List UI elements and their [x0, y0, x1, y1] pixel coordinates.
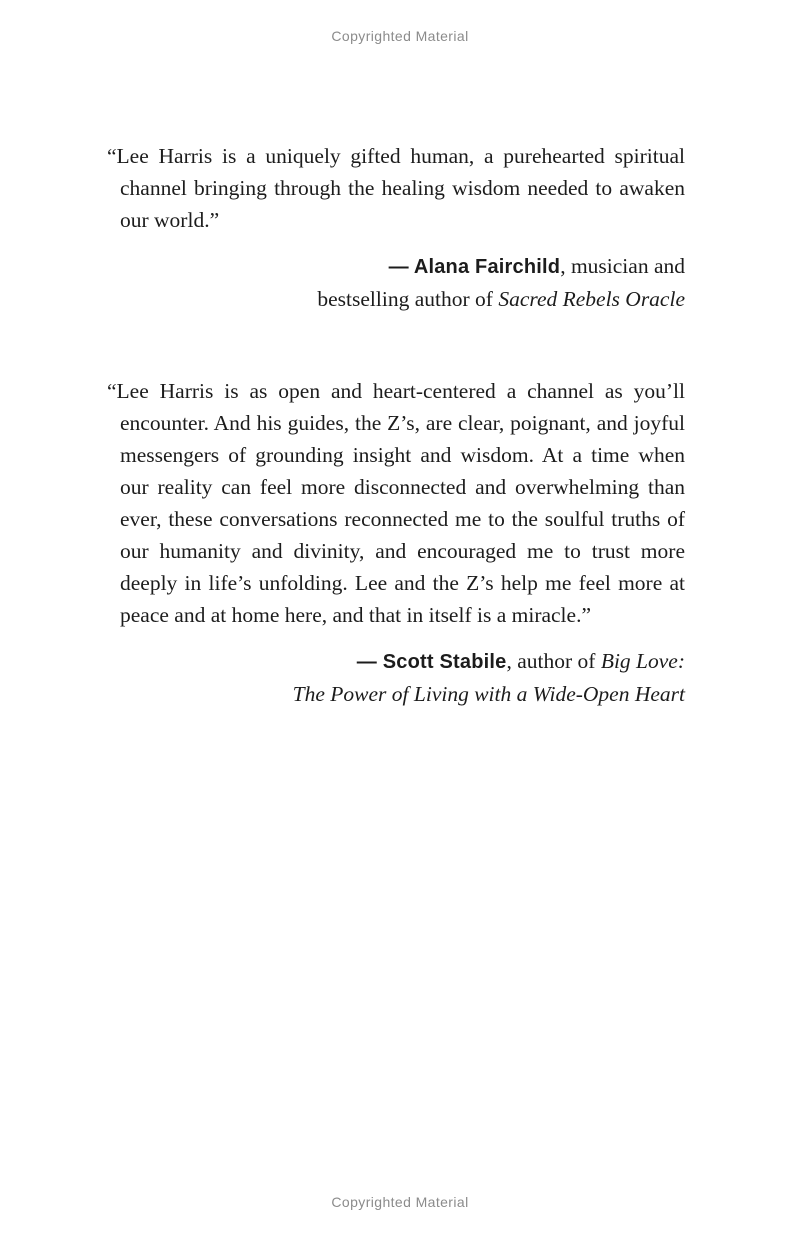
attribution-work-title-line1: Big Love:	[600, 649, 685, 673]
page-content	[107, 140, 685, 710]
copyright-notice-top: Copyrighted Material	[331, 28, 469, 44]
attribution-role: , musician and	[560, 254, 685, 278]
attribution-work-title: Sacred Rebels Oracle	[498, 287, 685, 311]
attribution-work-title-line2: The Power of Living with a Wide-Open Heart	[292, 682, 685, 706]
attribution-line2-prefix: bestselling author of	[317, 287, 499, 311]
endorsement-attribution	[107, 645, 685, 710]
copyright-notice-bottom: Copyrighted Material	[331, 1194, 469, 1210]
endorsement-attribution	[107, 250, 685, 315]
endorsement-quote: “Lee Harris is a uniquely gifted human, a purehearted spiritual channel bringing through the healing wisdom needed to awaken our world.”	[107, 144, 685, 232]
attribution-role: , author of	[506, 649, 601, 673]
endorsement-2	[107, 375, 685, 710]
endorsement-quote: “Lee Harris is as open and heart-centered a channel as you’ll encounter. And his guides, the Z’s, are clear, poignant, and joyful messengers of grounding insight and wisdom. At a time when our reality can feel more disconnected and overwhelming than ever, these conversations reconnected me to the soulful truths of our humanity and divinity, and encouraged me to trust more deeply in life’s unfolding. Lee and the Z’s help me feel more at peace and at home here, and that in itself is a miracle.”	[107, 379, 685, 627]
attribution-name: — Scott Stabile	[356, 651, 507, 673]
attribution-name: — Alana Fairchild	[388, 256, 561, 278]
endorsement-1	[107, 140, 685, 315]
